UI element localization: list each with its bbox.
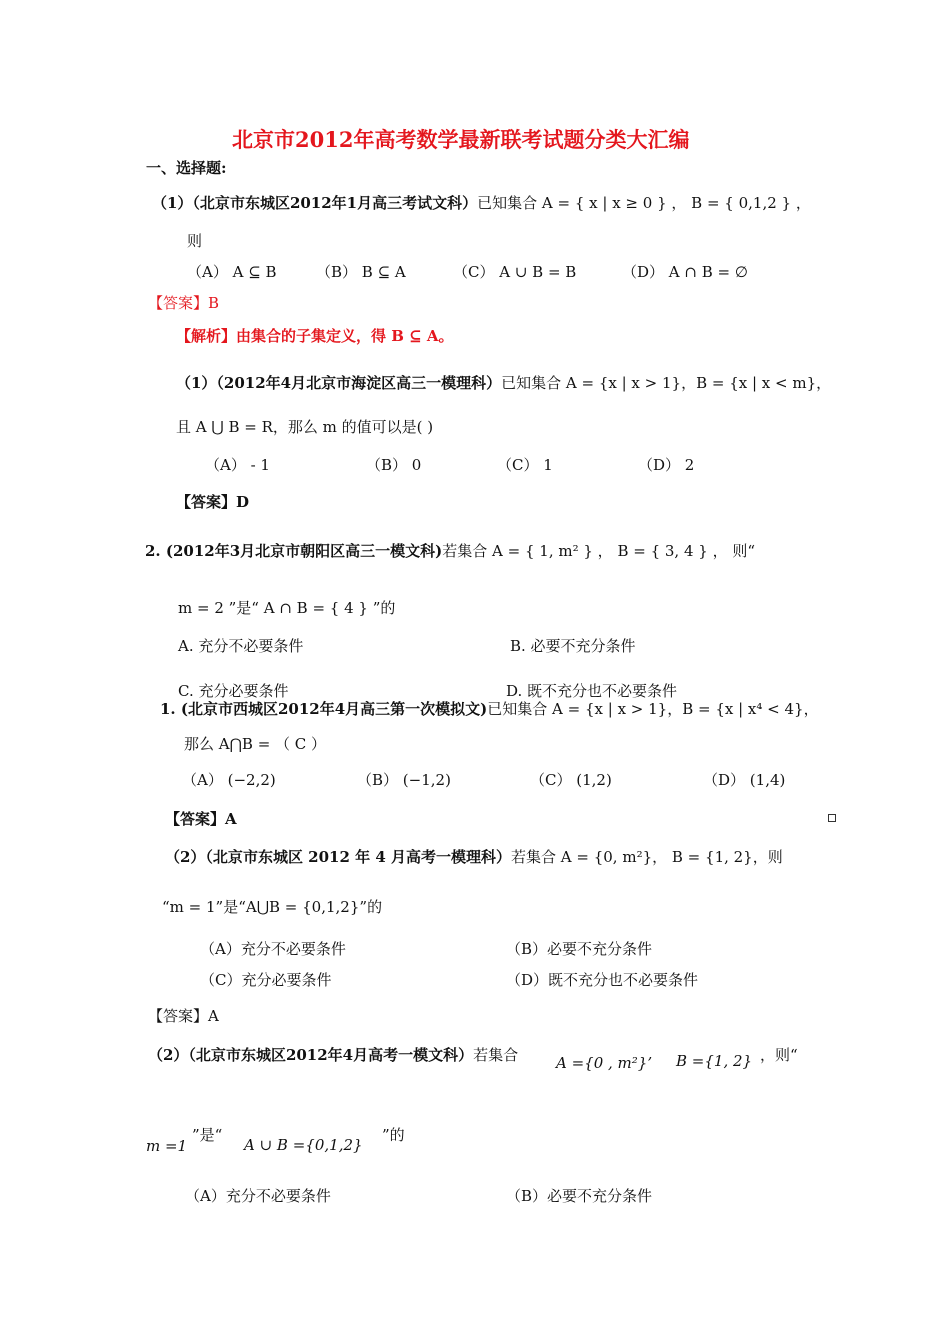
q1-answer: 【答案】B xyxy=(148,294,220,312)
q2-line2: 且 A ⋃ B = R，那么 m 的值可以是( ) xyxy=(176,418,434,436)
q2-source: （1）（2012年4月北京市海淀区高三一模理科） xyxy=(176,374,502,392)
q5-stem: 若集合 A = {0, m²}， B = {1, 2}，则 xyxy=(511,848,783,866)
q3-option-d: D. 既不充分也不必要条件 xyxy=(506,682,678,700)
q2-answer: 【答案】D xyxy=(176,493,250,511)
q4-stem: 已知集合 A = {x | x > 1}，B = {x | x⁴ < 4}， xyxy=(487,700,819,718)
q1-stem: 已知集合 A = { x | x ≥ 0 } ， B = { 0,1,2 } ， xyxy=(477,194,811,212)
q1-analysis: 【解析】由集合的子集定义，得 B ⊆ A。 xyxy=(176,327,454,345)
q6-m-eq: m =1 xyxy=(146,1137,188,1155)
q2-stem: 已知集合 A = {x | x > 1}，B = {x | x < m}， xyxy=(501,374,832,392)
q2-option-a: （A） - 1 xyxy=(205,456,270,474)
q6-de: ”的 xyxy=(382,1126,405,1144)
q3-line2: m = 2 ”是“ A ∩ B = { 4 } ”的 xyxy=(178,599,396,617)
q6-line xyxy=(148,1044,518,1065)
q5-option-c: （C）充分必要条件 xyxy=(200,971,332,989)
q6-is: ”是“ xyxy=(192,1126,223,1144)
q4-option-c: （C） (1,2) xyxy=(530,771,612,789)
q6-source: （2）（北京市东城区2012年4月高考一模文科） xyxy=(148,1046,474,1064)
q1-then: 则 xyxy=(187,232,203,250)
q5-line2: “m = 1”是“A⋃B = {0,1,2}”的 xyxy=(162,898,383,916)
q4-answer: 【答案】A xyxy=(165,810,237,828)
q3-option-b: B. 必要不充分条件 xyxy=(510,637,636,655)
q1-option-d: （D） A ∩ B = ∅ xyxy=(622,263,748,281)
q5-option-d: （D）既不充分也不必要条件 xyxy=(506,971,699,989)
q2-line xyxy=(176,372,831,393)
q2-option-c: （C） 1 xyxy=(497,456,553,474)
q1-option-c: （C） A ∪ B = B xyxy=(453,263,577,281)
q1-line xyxy=(152,192,811,213)
q2-option-d: （D） 2 xyxy=(638,456,695,474)
q4-option-b: （B） (−1,2) xyxy=(357,771,451,789)
q5-line xyxy=(165,846,783,867)
q4-option-a: （A） (−2,2) xyxy=(182,771,276,789)
q3-stem: 若集合 A = { 1, m² } ， B = { 3, 4 } ， 则“ xyxy=(442,542,756,560)
q4-option-d: （D） (1,4) xyxy=(703,771,786,789)
q1-option-b: （B） B ⊆ A xyxy=(316,263,406,281)
q3-option-a: A. 充分不必要条件 xyxy=(178,637,304,655)
q3-line xyxy=(145,540,755,561)
q1-source: （1）（北京市东城区2012年1月高三考试文科） xyxy=(152,194,478,212)
q6-set-a: A ={0 , m²}’ xyxy=(556,1054,653,1072)
q5-answer: 【答案】A xyxy=(148,1007,219,1025)
section-heading: 一、选择题: xyxy=(146,159,227,177)
q2-option-b: （B） 0 xyxy=(366,456,422,474)
q6-option-a: （A）充分不必要条件 xyxy=(185,1187,331,1205)
q3-source: 2. (2012年3月北京市朝阳区高三一模文科) xyxy=(145,542,443,560)
q6-union: A ∪ B ={0,1,2} xyxy=(244,1136,363,1154)
q6-then: ，则“ xyxy=(760,1046,798,1064)
page-title: 北京市2012年高考数学最新联考试题分类大汇编 xyxy=(232,127,690,152)
q4-line xyxy=(160,698,819,719)
q1-option-a: （A） A ⊆ B xyxy=(187,263,277,281)
q3-option-c: C. 充分必要条件 xyxy=(178,682,289,700)
q6-option-b: （B）必要不充分条件 xyxy=(506,1187,653,1205)
q4-source: 1. (北京市西城区2012年4月高三第一次模拟文) xyxy=(160,700,488,718)
checkbox-square-icon xyxy=(828,807,836,826)
q5-option-b: （B）必要不充分条件 xyxy=(506,940,653,958)
q6-stem: 若集合 xyxy=(473,1046,519,1064)
q6-set-b: B ={1, 2} xyxy=(676,1052,753,1070)
q5-source: （2）（北京市东城区 2012 年 4 月高考一模理科） xyxy=(165,848,512,866)
q5-option-a: （A）充分不必要条件 xyxy=(200,940,346,958)
q4-line2: 那么 A⋂B = （ C ） xyxy=(184,735,327,753)
